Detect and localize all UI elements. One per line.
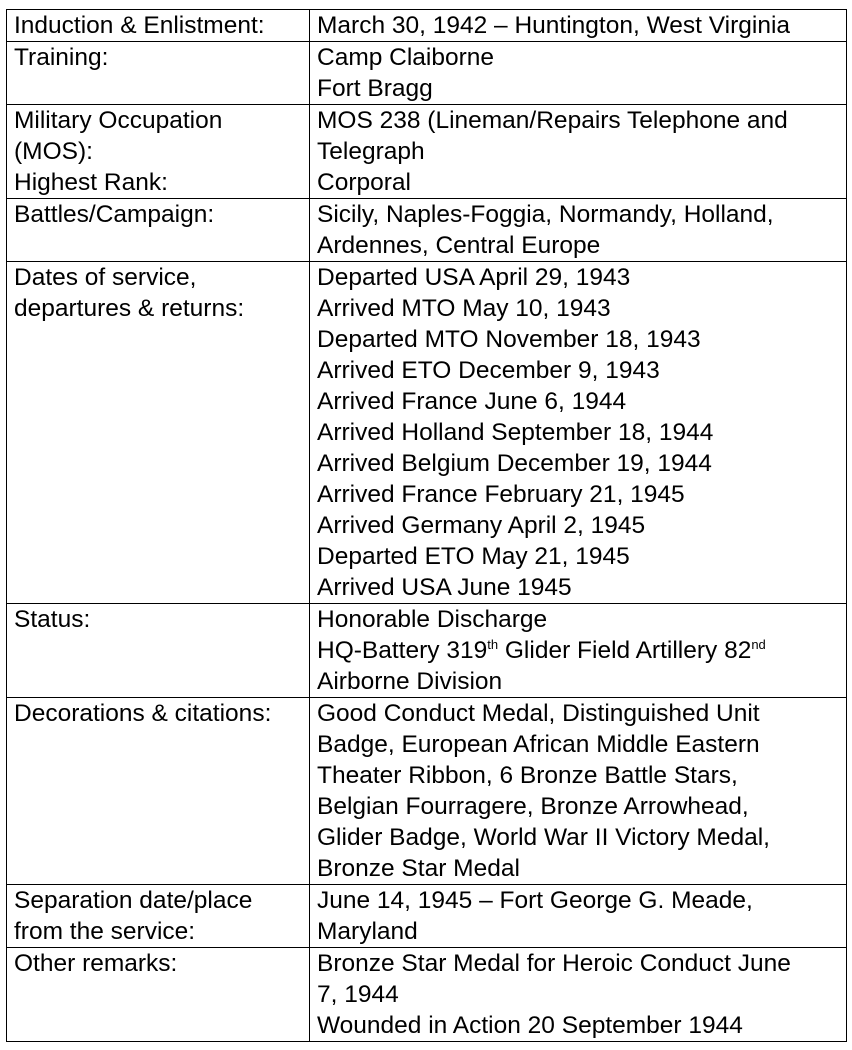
label-line: Separation date/place [14,887,253,914]
value-line: Arrived France February 21, 1945 [317,481,685,508]
value-line: Arrived France June 6, 1944 [317,388,627,415]
label-line: from the service: [14,918,196,945]
value-cell [310,199,847,262]
value-line: Arrived ETO December 9, 1943 [317,357,660,384]
label-line: Highest Rank: [14,169,168,196]
value-line: June 14, 1945 – Fort George G. Meade, [317,887,753,914]
value-cell [310,698,847,885]
value-line: Airborne Division [317,668,503,695]
label-cell [7,698,310,885]
value-line: Departed ETO May 21, 1945 [317,543,630,570]
label-cell [7,604,310,698]
ordinal-suffix: th [487,637,499,652]
value-line: Maryland [317,918,418,945]
value-line: Bronze Star Medal [317,855,520,882]
label-line: Other remarks: [14,950,178,977]
value-line: Departed MTO November 18, 1943 [317,326,701,353]
value-line: Arrived USA June 1945 [317,574,572,601]
value-cell [310,10,847,42]
label-line: (MOS): [14,138,93,165]
value-cell [310,105,847,199]
value-line: Arrived Belgium December 19, 1944 [317,450,712,477]
row-other-remarks [7,948,847,1042]
value-line: Fort Bragg [317,75,433,102]
value-line: March 30, 1942 – Huntington, West Virginia [317,12,791,39]
value-line: Camp Claiborne [317,44,495,71]
value-cell [310,604,847,698]
value-line: Sicily, Naples-Foggia, Normandy, Holland, [317,201,774,228]
value-cell [310,948,847,1042]
value-line: Badge, European African Middle Eastern [317,731,760,758]
label-cell [7,885,310,948]
label-cell [7,262,310,604]
label-line: Induction & Enlistment: [14,12,265,39]
value-line: 7, 1944 [317,981,399,1008]
row-battles [7,199,847,262]
label-line: Training: [14,44,109,71]
value-cell [310,42,847,105]
label-cell [7,10,310,42]
value-line: Ardennes, Central Europe [317,232,601,259]
unit-text: Glider Field Artillery 82 [498,637,752,664]
label-line: Dates of service, [14,264,197,291]
row-mos-rank [7,105,847,199]
row-training [7,42,847,105]
row-status [7,604,847,698]
value-line: Telegraph [317,138,425,165]
service-record-table [6,9,847,1042]
value-line: Corporal [317,169,411,196]
ordinal-suffix: nd [751,637,766,652]
value-line: Departed USA April 29, 1943 [317,264,631,291]
row-dates-of-service [7,262,847,604]
label-cell [7,199,310,262]
value-line: Wounded in Action 20 September 1944 [317,1012,743,1039]
unit-text: HQ-Battery 319 [317,637,488,664]
unit-line [317,635,843,666]
row-induction [7,10,847,42]
value-line: Honorable Discharge [317,606,548,633]
label-line: departures & returns: [14,295,245,322]
value-cell [310,885,847,948]
label-cell [7,948,310,1042]
row-separation [7,885,847,948]
label-line: Decorations & citations: [14,700,272,727]
value-line: Belgian Fourragere, Bronze Arrowhead, [317,793,749,820]
value-line: Glider Badge, World War II Victory Medal, [317,824,770,851]
value-line: Theater Ribbon, 6 Bronze Battle Stars, [317,762,738,789]
value-line: MOS 238 (Lineman/Repairs Telephone and [317,107,788,134]
value-cell [310,262,847,604]
value-line: Bronze Star Medal for Heroic Conduct June [317,950,791,977]
value-line: Arrived Holland September 18, 1944 [317,419,714,446]
value-line: Arrived Germany April 2, 1945 [317,512,646,539]
value-line: Arrived MTO May 10, 1943 [317,295,611,322]
label-line: Military Occupation [14,107,223,134]
row-decorations [7,698,847,885]
label-cell [7,105,310,199]
label-cell [7,42,310,105]
label-line: Battles/Campaign: [14,201,215,228]
label-line: Status: [14,606,91,633]
value-line: Good Conduct Medal, Distinguished Unit [317,700,760,727]
